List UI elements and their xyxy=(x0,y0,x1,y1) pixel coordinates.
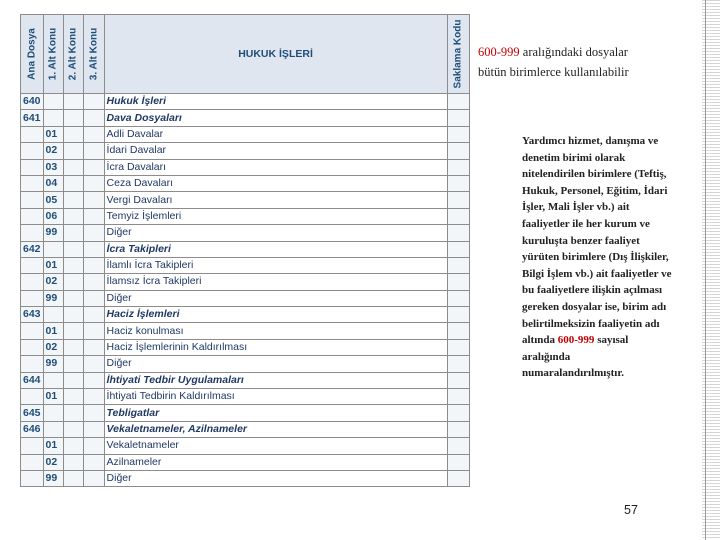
row-title: Haciz İşlemleri xyxy=(104,307,447,323)
row-code-3 xyxy=(83,470,104,486)
row-code-1: 02 xyxy=(43,339,63,355)
row-title: Ceza Davaları xyxy=(104,175,447,191)
table-row xyxy=(21,323,470,339)
table-row xyxy=(21,389,470,405)
hukuk-code-table xyxy=(20,14,470,487)
row-title: İlamlı İcra Takipleri xyxy=(104,257,447,273)
header-saklama-kodu: Saklama Kodu xyxy=(447,15,469,94)
row-code-0 xyxy=(21,192,44,208)
row-code-1: 02 xyxy=(43,454,63,470)
note-range: 600-999 xyxy=(557,334,595,347)
row-code-1: 03 xyxy=(43,159,63,175)
row-code-0 xyxy=(21,454,44,470)
row-code-3 xyxy=(83,257,104,273)
row-title: Vergi Davaları xyxy=(104,192,447,208)
row-code-0: 644 xyxy=(21,372,44,388)
row-code-3 xyxy=(83,372,104,388)
row-code-2 xyxy=(63,339,83,355)
row-code-2 xyxy=(63,372,83,388)
row-retention xyxy=(447,110,469,126)
row-retention xyxy=(447,307,469,323)
table-row xyxy=(21,290,470,306)
row-code-0: 640 xyxy=(21,94,44,110)
row-retention xyxy=(447,192,469,208)
table-row xyxy=(21,421,470,437)
row-code-0 xyxy=(21,356,44,372)
row-retention xyxy=(447,126,469,142)
row-retention xyxy=(447,339,469,355)
right-edge-line xyxy=(705,0,706,540)
row-code-3 xyxy=(83,192,104,208)
header-alt-konu-2: 2. Alt Konu xyxy=(63,15,83,94)
row-code-0 xyxy=(21,438,44,454)
row-code-1 xyxy=(43,94,63,110)
row-code-1: 99 xyxy=(43,356,63,372)
row-title: İhtiyati Tedbir Uygulamaları xyxy=(104,372,447,388)
table-header-row xyxy=(21,15,470,94)
row-code-1: 01 xyxy=(43,126,63,142)
table-row xyxy=(21,159,470,175)
table-row xyxy=(21,208,470,224)
row-code-3 xyxy=(83,241,104,257)
row-code-2 xyxy=(63,143,83,159)
row-code-3 xyxy=(83,389,104,405)
row-code-1: 99 xyxy=(43,470,63,486)
table-row xyxy=(21,257,470,273)
row-code-1 xyxy=(43,405,63,421)
row-code-2 xyxy=(63,274,83,290)
row-title: İdari Davalar xyxy=(104,143,447,159)
row-code-2 xyxy=(63,356,83,372)
row-code-0 xyxy=(21,274,44,290)
row-code-1: 02 xyxy=(43,143,63,159)
row-code-2 xyxy=(63,307,83,323)
row-code-1 xyxy=(43,421,63,437)
row-title: Diğer xyxy=(104,470,447,486)
table-row xyxy=(21,405,470,421)
row-code-1: 06 xyxy=(43,208,63,224)
row-code-0 xyxy=(21,208,44,224)
row-retention xyxy=(447,421,469,437)
row-code-0 xyxy=(21,290,44,306)
table-row xyxy=(21,110,470,126)
row-retention xyxy=(447,323,469,339)
row-title: Tebligatlar xyxy=(104,405,447,421)
row-code-0: 641 xyxy=(21,110,44,126)
row-code-2 xyxy=(63,208,83,224)
row-code-1: 01 xyxy=(43,389,63,405)
row-title: Hukuk İşleri xyxy=(104,94,447,110)
page-number: 57 xyxy=(624,503,638,517)
row-code-3 xyxy=(83,454,104,470)
row-title: Diğer xyxy=(104,225,447,241)
row-code-2 xyxy=(63,257,83,273)
table-row xyxy=(21,225,470,241)
row-code-2 xyxy=(63,405,83,421)
header-alt-konu-3: 3. Alt Konu xyxy=(83,15,104,94)
row-code-1: 01 xyxy=(43,323,63,339)
row-code-1: 99 xyxy=(43,225,63,241)
row-code-0 xyxy=(21,389,44,405)
table-row xyxy=(21,175,470,191)
row-code-2 xyxy=(63,421,83,437)
row-retention xyxy=(447,438,469,454)
row-retention xyxy=(447,405,469,421)
row-title: İcra Davaları xyxy=(104,159,447,175)
row-retention xyxy=(447,470,469,486)
table-title: HUKUK İŞLERİ xyxy=(104,15,447,94)
table-row xyxy=(21,339,470,355)
row-code-3 xyxy=(83,225,104,241)
row-code-3 xyxy=(83,94,104,110)
row-code-0 xyxy=(21,470,44,486)
table-row xyxy=(21,438,470,454)
row-code-1: 01 xyxy=(43,257,63,273)
row-code-3 xyxy=(83,339,104,355)
row-code-0: 645 xyxy=(21,405,44,421)
row-code-1 xyxy=(43,307,63,323)
row-code-0 xyxy=(21,225,44,241)
row-title: Azilnameler xyxy=(104,454,447,470)
row-title: İlamsız İcra Takipleri xyxy=(104,274,447,290)
table-row xyxy=(21,192,470,208)
row-retention xyxy=(447,356,469,372)
row-code-3 xyxy=(83,274,104,290)
table-row xyxy=(21,372,470,388)
row-code-0 xyxy=(21,257,44,273)
row-code-2 xyxy=(63,290,83,306)
row-code-3 xyxy=(83,290,104,306)
row-title: Vekaletnameler xyxy=(104,438,447,454)
row-code-1 xyxy=(43,110,63,126)
row-retention xyxy=(447,290,469,306)
row-code-2 xyxy=(63,323,83,339)
row-code-3 xyxy=(83,110,104,126)
row-retention xyxy=(447,175,469,191)
table-row xyxy=(21,307,470,323)
table-row xyxy=(21,241,470,257)
row-retention xyxy=(447,389,469,405)
row-retention xyxy=(447,454,469,470)
row-code-0 xyxy=(21,323,44,339)
row-code-3 xyxy=(83,208,104,224)
row-code-2 xyxy=(63,192,83,208)
row-title: Diğer xyxy=(104,290,447,306)
row-code-2 xyxy=(63,241,83,257)
row-code-2 xyxy=(63,110,83,126)
row-retention xyxy=(447,94,469,110)
row-code-3 xyxy=(83,438,104,454)
row-title: Vekaletnameler, Azilnameler xyxy=(104,421,447,437)
row-code-3 xyxy=(83,323,104,339)
row-code-0 xyxy=(21,159,44,175)
row-code-1: 01 xyxy=(43,438,63,454)
row-code-2 xyxy=(63,175,83,191)
table-row xyxy=(21,356,470,372)
row-retention xyxy=(447,143,469,159)
row-code-3 xyxy=(83,421,104,437)
row-code-1 xyxy=(43,372,63,388)
row-code-1: 02 xyxy=(43,274,63,290)
table-row xyxy=(21,143,470,159)
row-code-0 xyxy=(21,126,44,142)
row-code-0: 646 xyxy=(21,421,44,437)
table-row xyxy=(21,126,470,142)
range-value: 600-999 xyxy=(478,45,520,59)
row-title: Adli Davalar xyxy=(104,126,447,142)
header-ana-dosya: Ana Dosya xyxy=(21,15,44,94)
row-code-1: 05 xyxy=(43,192,63,208)
row-retention xyxy=(447,225,469,241)
range-heading xyxy=(478,42,648,82)
row-code-0 xyxy=(21,175,44,191)
row-title: Haciz konulması xyxy=(104,323,447,339)
row-retention xyxy=(447,274,469,290)
table-row xyxy=(21,94,470,110)
row-code-3 xyxy=(83,126,104,142)
row-retention xyxy=(447,257,469,273)
row-code-2 xyxy=(63,389,83,405)
row-retention xyxy=(447,208,469,224)
row-code-2 xyxy=(63,159,83,175)
row-title: Haciz İşlemlerinin Kaldırılması xyxy=(104,339,447,355)
table-row xyxy=(21,470,470,486)
row-retention xyxy=(447,241,469,257)
range-heading-text: aralığındaki dosyalar bütün birimlerce kullanılabilir xyxy=(478,45,629,79)
row-title: Temyiz İşlemleri xyxy=(104,208,447,224)
row-title: Diğer xyxy=(104,356,447,372)
row-code-0 xyxy=(21,143,44,159)
row-title: İcra Takipleri xyxy=(104,241,447,257)
row-code-3 xyxy=(83,405,104,421)
row-code-3 xyxy=(83,356,104,372)
row-code-2 xyxy=(63,94,83,110)
row-code-3 xyxy=(83,143,104,159)
note-text-2: sayısal aralığında numaralandırılmıştır. xyxy=(522,334,629,380)
row-code-1: 04 xyxy=(43,175,63,191)
row-code-0: 642 xyxy=(21,241,44,257)
row-code-2 xyxy=(63,225,83,241)
note-text-1: Yardımcı hizmet, danışma ve denetim birimi olarak nitelendirilen birimlere (Teftiş, Hukuk, Personel, Eğitim, İdari İşler, Mali İşler vb.) ait faaliyetler ile her kurum ve kuruluşta benzer faaliyet yürüten birimlere (Dış İlişkiler, Bilgi İşlem vb.) ait faaliyetler ve bu faaliyetlere ilişkin açılması gereken dosyalar ise, birim adı belirtilmeksizin faaliyetin adı altında xyxy=(522,135,672,347)
table-row xyxy=(21,274,470,290)
table-row xyxy=(21,454,470,470)
row-code-1 xyxy=(43,241,63,257)
row-retention xyxy=(447,159,469,175)
row-code-2 xyxy=(63,438,83,454)
row-retention xyxy=(447,372,469,388)
row-code-1: 99 xyxy=(43,290,63,306)
row-code-0 xyxy=(21,339,44,355)
row-title: İhtiyati Tedbirin Kaldırılması xyxy=(104,389,447,405)
row-code-3 xyxy=(83,159,104,175)
row-code-3 xyxy=(83,307,104,323)
row-code-0: 643 xyxy=(21,307,44,323)
row-code-3 xyxy=(83,175,104,191)
header-alt-konu-1: 1. Alt Konu xyxy=(43,15,63,94)
explanation-note xyxy=(522,133,672,382)
row-code-2 xyxy=(63,470,83,486)
row-code-2 xyxy=(63,454,83,470)
row-code-2 xyxy=(63,126,83,142)
row-title: Dava Dosyaları xyxy=(104,110,447,126)
